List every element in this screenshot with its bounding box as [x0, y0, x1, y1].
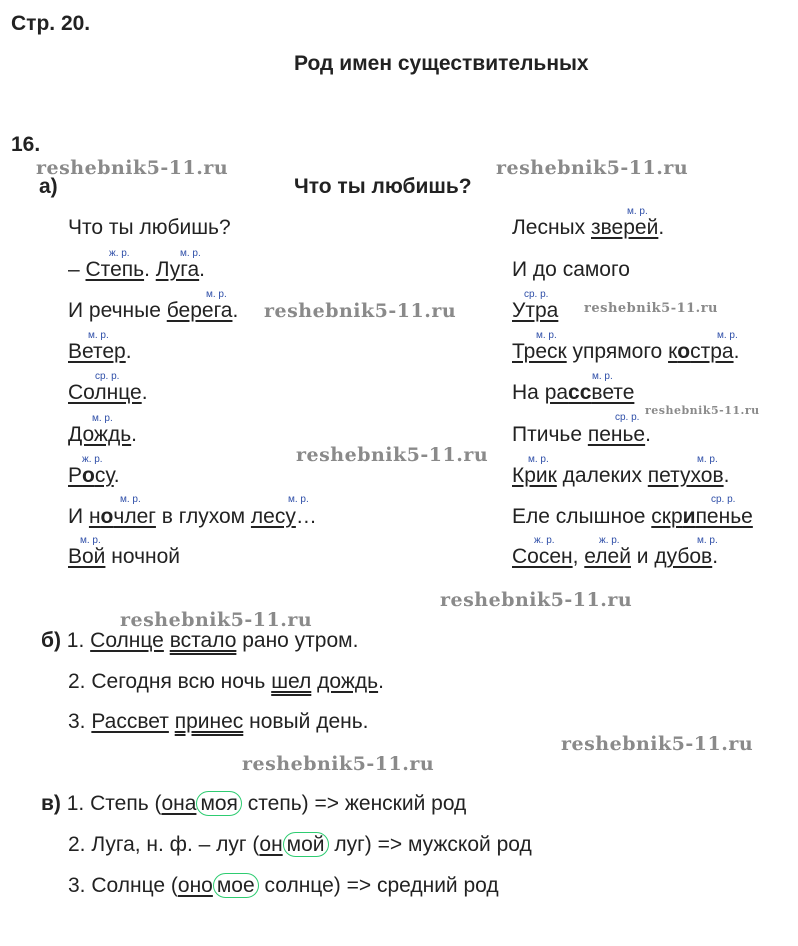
- text: .: [141, 381, 148, 404]
- text: Птичье: [512, 423, 588, 446]
- text: скр: [651, 505, 683, 528]
- text: .: [131, 423, 137, 446]
- noun: Вой: [68, 545, 106, 568]
- poem-line: [512, 464, 729, 488]
- noun: [68, 464, 114, 487]
- gender-mark-m: м. р.: [88, 330, 109, 341]
- poem-line: [68, 340, 132, 364]
- gender-mark-f: ж. р.: [534, 535, 555, 546]
- section-heading: Род имен существительных: [294, 52, 589, 75]
- noun: Солнце: [68, 381, 142, 404]
- noun: Степь: [85, 258, 145, 281]
- noun: Треск: [512, 340, 567, 363]
- noun: берега: [166, 299, 233, 322]
- text: в глухом: [155, 505, 251, 528]
- pronoun: она: [161, 792, 197, 815]
- gender-mark-m: м. р.: [717, 330, 738, 341]
- stressed-vowel: о: [100, 505, 114, 528]
- text: и: [630, 545, 655, 568]
- gender-mark-m: м. р.: [92, 413, 113, 424]
- subject: Рассвет: [91, 710, 169, 733]
- gender-check-line: [68, 833, 532, 857]
- part-a-label: а): [39, 175, 58, 198]
- text: новый день.: [243, 710, 369, 733]
- poem-line: [68, 381, 148, 405]
- text: –: [68, 258, 86, 281]
- text: вете: [591, 381, 635, 404]
- gender-mark-m: м. р.: [697, 535, 718, 546]
- text: степь) => женский род: [241, 792, 467, 815]
- text: И речные: [68, 299, 167, 322]
- text: .: [645, 423, 651, 446]
- gender-mark-m: м. р.: [627, 206, 648, 217]
- gender-mark-m: м. р.: [592, 371, 613, 382]
- gender-mark-n: ср. р.: [524, 289, 549, 300]
- part-c-label: в): [41, 792, 61, 815]
- gender-mark-f: ж. р.: [82, 454, 103, 465]
- text: пенье: [695, 505, 753, 528]
- sentence: [68, 710, 369, 734]
- sentence: [68, 670, 384, 694]
- noun: Сосен: [512, 545, 573, 568]
- poem-line: [68, 545, 180, 569]
- text: Еле слышное: [512, 505, 652, 528]
- gender-mark-f: ж. р.: [599, 535, 620, 546]
- stressed-vowel: о: [677, 340, 691, 363]
- possessive-circled: моя: [196, 791, 242, 816]
- text: 3. Солнце (: [68, 874, 178, 897]
- text: .: [658, 216, 665, 239]
- stressed-vowel: о: [82, 464, 95, 487]
- poem-line: [68, 423, 137, 447]
- gender-mark-f: ж. р.: [109, 248, 130, 259]
- page-label: Стр. 20.: [11, 12, 91, 35]
- watermark: reshebnik5-11.ru: [36, 157, 229, 179]
- gender-mark-m: м. р.: [80, 535, 101, 546]
- text: луг) => мужской род: [328, 833, 532, 856]
- gender-mark-m: м. р.: [180, 248, 201, 259]
- text: .: [723, 464, 730, 487]
- text: су: [94, 464, 114, 487]
- poem-line: [512, 258, 630, 282]
- watermark: reshebnik5-11.ru: [242, 753, 435, 775]
- text: Что ты любишь?: [68, 216, 231, 239]
- gender-mark-n: ср. р.: [615, 412, 640, 423]
- text: И до самого: [512, 258, 630, 281]
- gender-mark-m: м. р.: [288, 494, 309, 505]
- noun: Ветер: [68, 340, 126, 363]
- noun: [668, 340, 734, 363]
- noun: петухов: [647, 464, 724, 487]
- watermark: reshebnik5-11.ru: [584, 301, 719, 316]
- poem-line: [512, 340, 739, 364]
- text: 3.: [68, 710, 92, 733]
- poem-line: [512, 381, 634, 405]
- text: .: [733, 340, 740, 363]
- text: н: [88, 505, 101, 528]
- text: .: [113, 464, 120, 487]
- noun: пенье: [587, 423, 646, 446]
- gender-mark-n: ср. р.: [95, 371, 120, 382]
- poem-line: [68, 216, 231, 240]
- possessive-circled: мой: [283, 832, 329, 857]
- text: 2. Луга, н. ф. – луг (: [68, 833, 260, 856]
- subject: Солнце: [90, 629, 164, 652]
- watermark: reshebnik5-11.ru: [296, 444, 489, 466]
- text: рано утром.: [236, 629, 359, 652]
- text: .: [378, 670, 384, 693]
- possessive-circled: мое: [213, 873, 259, 898]
- text: 2. Сегодня всю ночь: [68, 670, 272, 693]
- poem-line: [512, 545, 718, 569]
- text: к: [668, 340, 678, 363]
- poem-line: [512, 299, 558, 323]
- gender-mark-m: м. р.: [536, 330, 557, 341]
- poem-title: Что ты любишь?: [294, 175, 472, 198]
- poem-line: [512, 216, 664, 240]
- sentence: [41, 629, 358, 653]
- text: …: [295, 505, 317, 528]
- gender-mark-m: м. р.: [206, 289, 227, 300]
- noun: дубов: [654, 545, 713, 568]
- exercise-number: 16.: [11, 133, 41, 156]
- poem-line: [68, 258, 205, 282]
- text: .: [712, 545, 719, 568]
- watermark: reshebnik5-11.ru: [496, 157, 689, 179]
- text: ,: [572, 545, 585, 568]
- text: .: [144, 258, 156, 281]
- text: Р: [68, 464, 83, 487]
- watermark: reshebnik5-11.ru: [645, 404, 760, 417]
- gender-mark-m: м. р.: [528, 454, 549, 465]
- noun: Луга: [155, 258, 200, 281]
- gender-check-line: [41, 792, 466, 816]
- noun: лесу: [250, 505, 296, 528]
- watermark: reshebnik5-11.ru: [120, 609, 313, 631]
- text: И: [68, 505, 89, 528]
- text: ра: [544, 381, 569, 404]
- predicate: встало: [169, 629, 237, 652]
- text: упрямого: [566, 340, 669, 363]
- text: далеких: [556, 464, 648, 487]
- poem-line: [68, 505, 317, 529]
- text: .: [125, 340, 132, 363]
- watermark: reshebnik5-11.ru: [561, 733, 754, 755]
- noun: [651, 505, 753, 528]
- text: .: [199, 258, 205, 281]
- noun: [545, 381, 635, 404]
- subject: дождь: [317, 670, 379, 693]
- text: 1.: [60, 629, 91, 652]
- pronoun: он: [259, 833, 283, 856]
- text: солнце) => средний род: [258, 874, 499, 897]
- predicate: принес: [174, 710, 244, 733]
- noun: Дождь: [68, 423, 132, 446]
- text: члег: [113, 505, 156, 528]
- stressed-vowel: и: [682, 505, 696, 528]
- watermark: reshebnik5-11.ru: [264, 300, 457, 322]
- gender-check-line: [68, 874, 499, 898]
- text: .: [232, 299, 239, 322]
- poem-line: [68, 299, 238, 323]
- text: Лесных: [512, 216, 591, 239]
- text: стра: [690, 340, 734, 363]
- noun: Утра: [512, 299, 559, 322]
- poem-line: [68, 464, 120, 488]
- gender-mark-m: м. р.: [697, 454, 718, 465]
- pronoun: оно: [177, 874, 213, 897]
- double-consonant: сс: [568, 381, 592, 404]
- predicate: шел: [271, 670, 312, 693]
- poem-line: [512, 423, 651, 447]
- gender-mark-n: ср. р.: [711, 494, 736, 505]
- noun: [89, 505, 156, 528]
- text: На: [512, 381, 545, 404]
- text: 1. Степь (: [60, 792, 162, 815]
- watermark: reshebnik5-11.ru: [440, 589, 633, 611]
- text: ночной: [105, 545, 181, 568]
- gender-mark-m: м. р.: [120, 494, 141, 505]
- part-b-label: б): [41, 629, 61, 652]
- poem-line: [512, 505, 753, 529]
- noun: елей: [584, 545, 631, 568]
- noun: Крик: [512, 464, 557, 487]
- noun: зверей: [591, 216, 659, 239]
